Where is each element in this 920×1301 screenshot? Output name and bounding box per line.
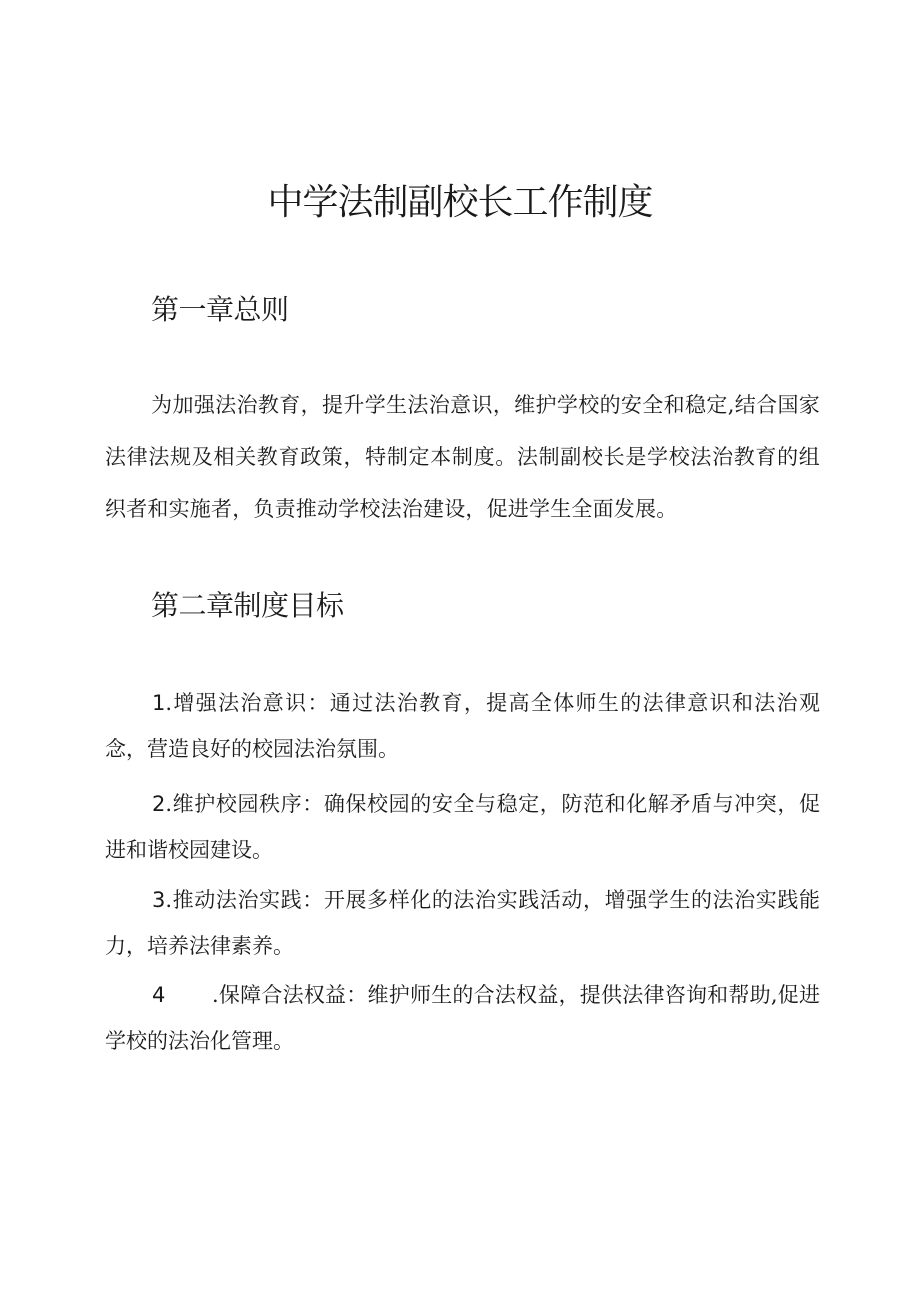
list-item-3 <box>105 877 820 969</box>
list-item-number: 2 <box>152 792 166 816</box>
list-item-2 <box>105 781 820 873</box>
list-item-1 <box>105 680 820 772</box>
list-item-text: .维护校园秩序：确保校园的安全与稳定，防范和化解矛盾与冲突，促进和谐校园建设。 <box>105 792 820 862</box>
list-item-text: .推动法治实践：开展多样化的法治实践活动，增强学生的法治实践能力，培养法律素养。 <box>105 888 820 958</box>
list-item-number: 1 <box>152 691 166 715</box>
chapter-2-heading: 第二章制度目标 <box>151 589 344 622</box>
chapter-1-paragraph <box>105 379 820 535</box>
list-item-text: .保障合法权益：维护师生的合法权益，提供法律咨询和帮助,促进学校的法治化管理。 <box>105 983 820 1053</box>
document-title: 中学法制副校长工作制度 <box>267 182 653 223</box>
list-item-text: .增强法治意识：通过法治教育，提高全体师生的法律意识和法治观念，营造良好的校园法治氛围。 <box>105 691 820 761</box>
list-item-number: 4 <box>152 983 166 1007</box>
list-item-number: 3 <box>152 888 166 912</box>
list-item-4 <box>105 972 820 1064</box>
chapter-1-paragraph-text: 为加强法治教育，提升学生法治意识，维护学校的安全和稳定,结合国家法律法规及相关教育政策，特制定本制度。法制副校长是学校法治教育的组织者和实施者，负责推动学校法治建设，促进学生全面发展。 <box>105 393 820 521</box>
chapter-1-heading: 第一章总则 <box>151 293 289 326</box>
